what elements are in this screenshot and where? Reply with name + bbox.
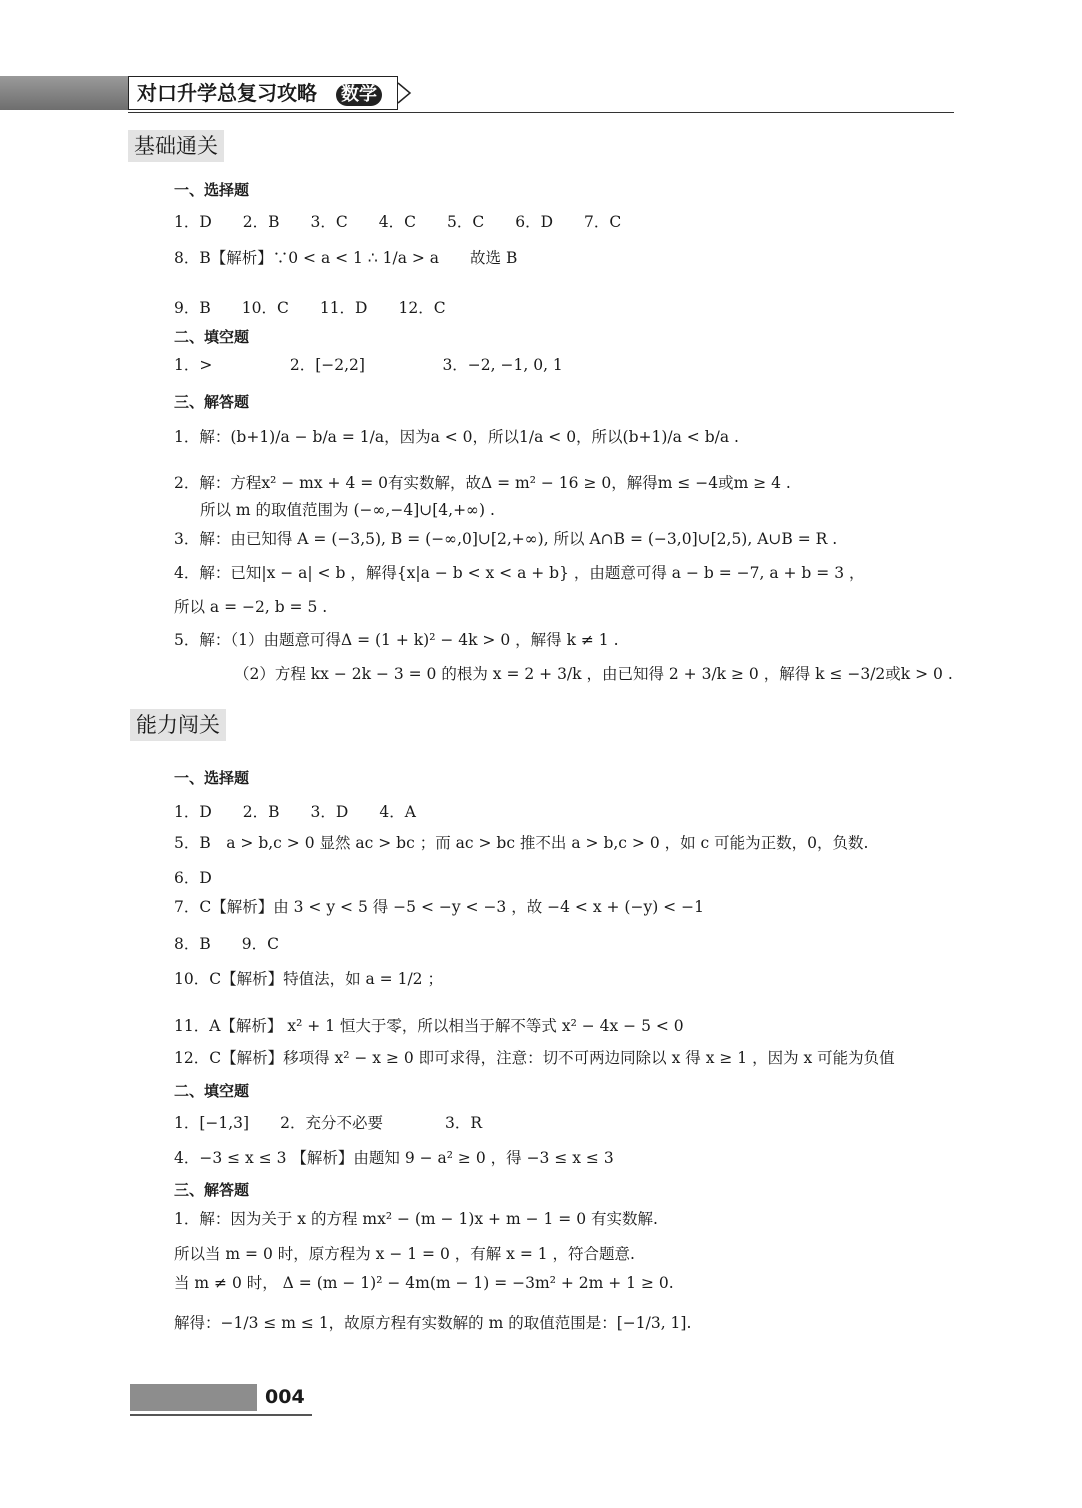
category-heading: 二、填空题 <box>174 1082 250 1100</box>
answer-line: 1．解：因为关于 x 的方程 mx² − (m − 1)x + m − 1 = 0 有实数解. <box>174 1210 658 1228</box>
answer-line: 所以当 m = 0 时，原方程为 x − 1 = 0 ，有解 x = 1 ，符合题意. <box>174 1245 635 1263</box>
answer-line: 11．A【解析】 x² + 1 恒大于零，所以相当于解不等式 x² − 4x − 5 < 0 <box>174 1017 684 1035</box>
subject-badge: 数学 <box>336 84 382 106</box>
answer-line: 10．C【解析】特值法，如 a = 1/2 ； <box>174 970 443 988</box>
answer-line: 5．B a > b,c > 0 显然 ac > bc ；而 ac > bc 推不出 a > b,c > 0 ，如 c 可能为正数，0，负数. <box>174 834 869 852</box>
answer-line: 1．[−1,3] 2．充分不必要 3．R <box>174 1114 482 1132</box>
answer-line: 所以 a = −2, b = 5 . <box>174 598 328 616</box>
answer-line: 12．C【解析】移项得 x² − x ≥ 0 即可求得，注意：切不可两边同除以 x 得 x ≥ 1 ，因为 x 可能为负值 <box>174 1049 895 1067</box>
header-title: 对口升学总复习攻略 <box>137 81 317 105</box>
answer-line: 6．D <box>174 869 212 887</box>
header-rule <box>128 112 954 113</box>
footer-gray-bar <box>130 1384 257 1411</box>
answer-line: 2．解：方程x² − mx + 4 = 0有实数解，故Δ = m² − 16 ≥ 0，解得m ≤ −4或m ≥ 4 . <box>174 474 791 492</box>
answer-line: 所以 m 的取值范围为 (−∞,−4]∪[4,+∞) . <box>200 501 495 519</box>
header-gray-bar <box>0 76 128 110</box>
answer-line: 8．B 9．C <box>174 935 279 953</box>
category-heading: 一、选择题 <box>174 181 250 199</box>
category-heading: 三、解答题 <box>174 393 250 411</box>
answer-line: 4．−3 ≤ x ≤ 3 【解析】由题知 9 − a² ≥ 0 ，得 −3 ≤ x ≤ 3 <box>174 1149 614 1167</box>
category-heading: 三、解答题 <box>174 1181 250 1199</box>
page-number: 004 <box>265 1386 305 1408</box>
answer-line: 3．解：由已知得 A = (−3,5), B = (−∞,0]∪[2,+∞), 所以 A∩B = (−3,0]∪[2,5), A∪B = R . <box>174 530 838 548</box>
category-heading: 二、填空题 <box>174 328 250 346</box>
answer-line: 1．D 2．B 3．C 4．C 5．C 6．D 7．C <box>174 213 622 231</box>
chevron-right-icon <box>396 82 412 104</box>
section-title-basic: 基础通关 <box>128 130 224 162</box>
answer-line: 9．B 10．C 11．D 12．C <box>174 299 446 317</box>
answer-line: 8．B【解析】∵0 < a < 1 ∴ 1/a > a 故选 B <box>174 249 518 267</box>
answer-line: 5．解：（1）由题意可得Δ = (1 + k)² − 4k > 0 ，解得 k ≠ 1 . <box>174 631 619 649</box>
answer-line: 1．解：(b+1)/a − b/a = 1/a，因为a < 0，所以1/a < 0，所以(b+1)/a < b/a . <box>174 428 739 446</box>
answer-line: 7．C【解析】由 3 < y < 5 得 −5 < −y < −3 ，故 −4 < x + (−y) < −1 <box>174 898 704 916</box>
category-heading: 一、选择题 <box>174 769 250 787</box>
section-title-advanced: 能力闯关 <box>130 709 226 741</box>
answer-line: 当 m ≠ 0 时， Δ = (m − 1)² − 4m(m − 1) = −3m² + 2m + 1 ≥ 0. <box>174 1274 674 1292</box>
answer-line: 4．解：已知|x − a| < b ，解得{x|a − b < x < a + b} ，由题意可得 a − b = −7, a + b = 3 ， <box>174 564 865 582</box>
answer-line: 1．> 2．[−2,2] 3．−2, −1, 0, 1 <box>174 356 563 374</box>
header-title-box <box>128 76 398 110</box>
answer-line: 解得：−1/3 ≤ m ≤ 1，故原方程有实数解的 m 的取值范围是：[−1/3, 1]. <box>174 1314 692 1332</box>
answer-line: （2）方程 kx − 2k − 3 = 0 的根为 x = 2 + 3/k ，由已知得 2 + 3/k ≥ 0 ，解得 k ≤ −3/2或k > 0 . <box>234 665 953 683</box>
answer-line: 1．D 2．B 3．D 4．A <box>174 803 416 821</box>
footer-rule <box>130 1414 312 1416</box>
